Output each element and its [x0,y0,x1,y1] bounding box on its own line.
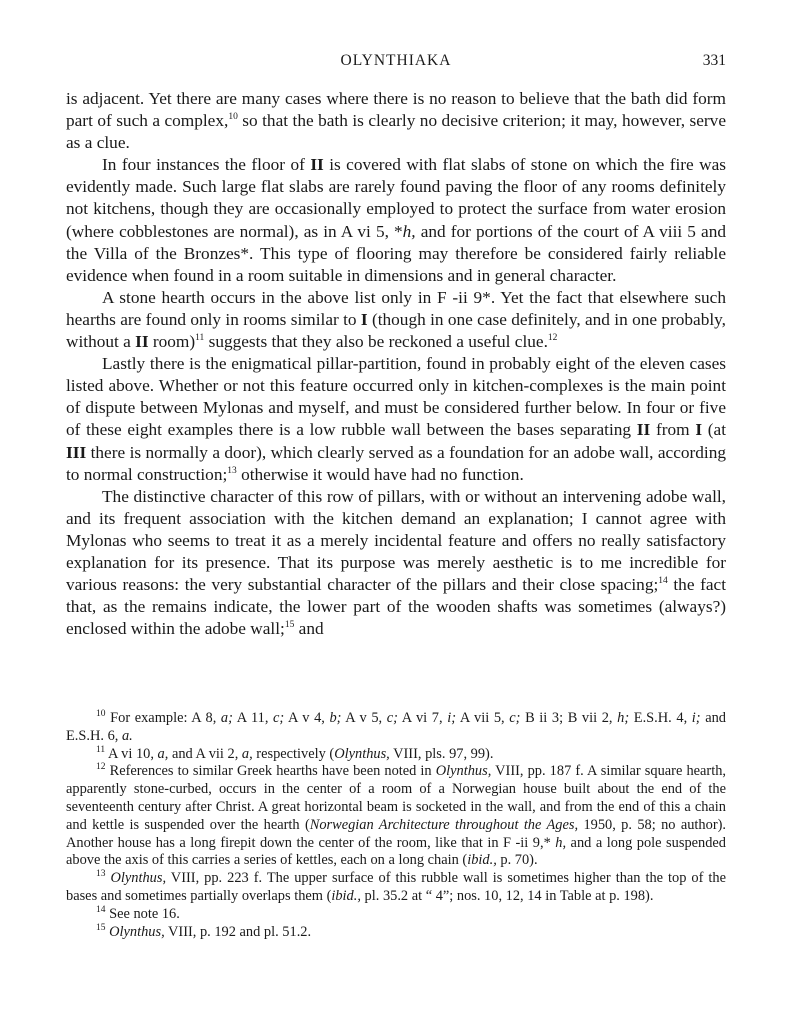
text-run: (though in one case definitely, and in one probably, without a [66,309,727,352]
footnote-ref-13: 13 [227,465,237,476]
text-run: is covered with flat slabs of stone on which the fire was evidently made. Such large flat slabs are rarely found paving the floor of any rooms definitely not kitchens, though they are occasionally employed to protect the surface from water erosion (where cobblestones are normal), as in A vi 5, * [66,155,726,241]
footnote-number: 11 [96,744,106,755]
footnote-15 [66,924,726,942]
italic-run: Olynthus, [110,870,167,887]
italic-run: Norwegian Architecture throughout the Ages, [309,816,579,833]
text-run: (at [702,420,727,440]
text-run: A vii 5, [456,710,510,726]
italic-run: ibid., [331,887,361,904]
text-run: so that the bath is clearly no decisive criterion; it may, however, serve as a clue. [66,111,726,153]
text-run: pl. 35.2 at “ 4”; nos. 10, 12, 14 in Table at p. 198). [360,887,654,904]
text-run: A v 5, [341,710,387,726]
italic-run: h, [555,834,567,851]
footnotes [66,710,726,941]
page-number: 331 [702,52,726,69]
text-run: VIII, pls. 97, 99). [389,745,494,762]
paragraph-2 [66,154,726,287]
paragraph-3 [66,287,726,353]
italic-run: Olynthus, [109,923,165,940]
text-run: and for portions of the court of A viii 5 and the Villa of the Bronzes*. This type of flooring may therefore be considered fairly reliable evidence when found in a room suitable in dimensions and in general character. [66,221,726,285]
text-run: and a long pole suspended above the axis of this carries a series of kettles, each on a long chain ( [66,834,726,869]
room-label: II [135,332,149,352]
italic-run: c; [509,710,521,726]
main-text [66,88,726,640]
text-run: from [650,420,696,440]
text-run: See note 16. [105,905,180,922]
running-title: OLYNTHIAKA [340,52,452,69]
text-run: 1950, p. 58; no author). Another house has a long firepit down the center of the room, like that in F -ii 9,* [66,816,726,851]
text-run: otherwise it would have had no function. [236,464,524,484]
text-run: room) [148,332,196,352]
text-run: and [294,619,324,639]
text-run: there is normally a door), which clearly served as a foundation for an adobe wall, according to normal construction; [66,442,726,484]
footnote-number: 14 [96,904,106,915]
room-label: II [310,155,324,175]
text-run: The distinctive character of this row of pillars, with or without an intervening adobe wall, and its frequent association with the kitchen demand an explanation; I cannot agree with Mylonas who seems to treat it as a merely incidental feature and offers no really satisfactory explanation for its presence. That its purpose was merely aesthetic is to me incredible for various reasons: the very substantial character of the pillars and their close spacing; [66,486,726,595]
text-run: VIII, pp. 223 f. The upper surface of this rubble wall is sometimes higher than the top of the bases and sometimes partially overlaps them ( [66,870,726,904]
text-run: suggests that they also be reckoned a useful clue. [204,332,548,352]
italic-run: h, [402,221,416,241]
footnote-14 [66,906,726,924]
footnote-ref-12: 12 [547,333,558,344]
text-run: and A vii 2, [168,745,242,762]
italic-run: a, [157,745,169,762]
text-run: A 11, [232,710,274,726]
text-run: A v 4, [284,710,330,726]
page-header [66,48,726,74]
text-run: References to similar Greek hearths have been noted in [105,763,436,780]
text-run: B ii 3; B vii 2, [520,710,618,726]
text-run: Lastly there is the enigmatical pillar-partition, found in probably eight of the eleven cases listed above. Whether or not this feature occurred only in kitchen-complexes is the main point of dispute between Mylonas and myself, and must be considered further below. In four or five of these eight examples there is a low rubble wall between the bases separating [66,354,726,440]
text-run: p. 70). [496,852,538,869]
text-run: is adjacent. Yet there are many cases where there is no reason to believe that the bath did form part of such a complex, [66,89,726,131]
text-run: respectively ( [252,745,335,762]
italic-run: Olynthus, [334,745,390,762]
footnote-ref-11: 11 [195,333,205,344]
footnote-10 [66,710,726,746]
footnote-12 [66,763,726,870]
footnote-number: 15 [96,922,106,933]
footnote-11 [66,746,726,764]
text-run: In four instances the floor of [102,155,311,175]
italic-run: i; [691,710,701,726]
text-run: A stone hearth occurs in the above list only in F -ii 9*. Yet the fact that elsewhere such hearths are found only in rooms similar to [66,287,726,329]
footnote-13 [66,870,726,906]
room-label: I [360,309,368,329]
italic-run: ibid., [467,852,497,869]
footnote-ref-10: 10 [228,112,238,123]
italic-run: c; [273,710,285,726]
footnote-number: 12 [96,762,106,773]
text-run: VIII, pp. 187 f. A similar square hearth, apparently stone-curbed, occurs in the center of a room of a Norwegian house built about the end of the seventeenth century after Christ. A great horizontal beam is socketed in the wall, and from the end of this a chain and kettle is suspended over the hearth ( [66,763,727,833]
text-run: and E.S.H. 6, [66,710,726,744]
italic-run: a, [241,745,253,762]
paragraph-5 [66,486,726,641]
text-run: For example: A 8, [105,710,221,726]
text-run: A vi 10, [105,745,158,762]
room-label: II [636,420,651,440]
room-label: III [66,442,87,462]
italic-run: c; [386,710,398,726]
italic-run: b; [329,710,342,726]
italic-run: h; [617,710,630,726]
italic-run: a; [220,710,233,726]
text-run: the fact that, as the remains indicate, the lower part of the wooden shafts was sometimes (always?) enclosed within the adobe wall; [66,575,726,639]
text-run: A vi 7, [397,710,448,726]
footnote-ref-15: 15 [284,620,295,631]
italic-run: a. [121,727,133,744]
footnote-number: 10 [96,709,106,720]
text-run: E.S.H. 4, [629,710,692,726]
paragraph-4 [66,353,726,486]
italic-run: i; [447,710,456,726]
paragraph-1 [66,88,726,154]
room-label: I [695,420,703,440]
footnote-number: 13 [96,869,106,880]
text-run: VIII, p. 192 and pl. 51.2. [164,923,312,940]
footnote-ref-14: 14 [658,576,668,587]
italic-run: Olynthus, [435,763,492,780]
